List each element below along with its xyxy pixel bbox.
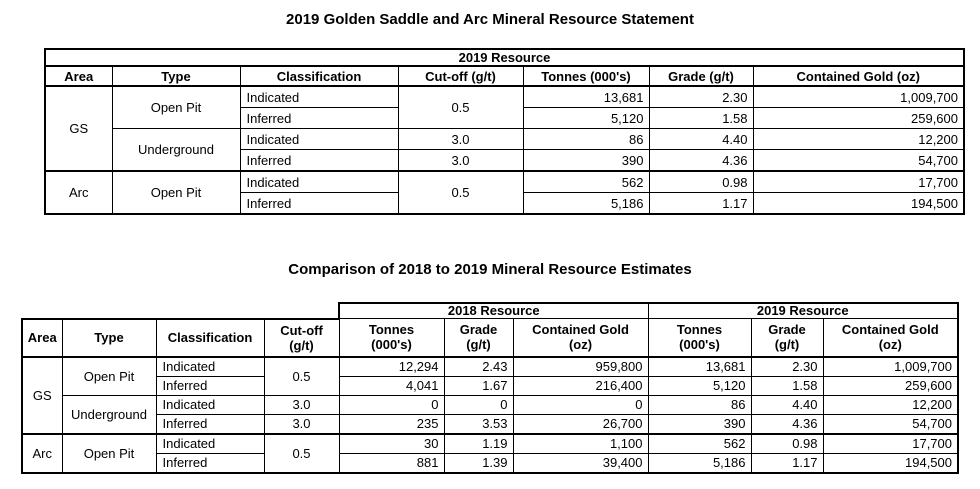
cell-grade: 0.98 [649, 171, 753, 193]
cell-type-open-pit: Open Pit [62, 434, 156, 473]
cell-grade-2018: 3.53 [444, 414, 513, 434]
table2-title: Comparison of 2018 to 2019 Mineral Resource Estimates [288, 261, 692, 278]
col-header-type: Type [112, 66, 240, 86]
table-row [22, 434, 958, 454]
cell-grade: 1.17 [649, 193, 753, 215]
cell-type-open-pit: Open Pit [112, 171, 240, 214]
cell-tonnes-2019: 390 [648, 414, 751, 434]
cell-tonnes: 86 [523, 129, 649, 150]
header-line: Contained Gold [532, 322, 629, 338]
table2-banner-row [22, 303, 958, 319]
cell-cutoff: 0.5 [264, 434, 339, 473]
cell-cutoff: 3.0 [398, 150, 523, 172]
banner-2019-resource: 2019 Resource [648, 303, 958, 319]
cell-contained-gold: 259,600 [753, 108, 964, 129]
col-header-grade-2019 [751, 319, 823, 357]
col-header-grade-2018 [444, 319, 513, 357]
cell-grade-2018: 2.43 [444, 357, 513, 377]
cell-contained-gold: 1,009,700 [753, 86, 964, 108]
header-line: (000's) [371, 337, 412, 353]
cell-tonnes-2019: 5,120 [648, 376, 751, 395]
cell-cutoff: 3.0 [264, 414, 339, 434]
header-line: Tonnes [676, 322, 723, 338]
table-row [22, 395, 958, 414]
header-line: (oz) [568, 337, 593, 353]
header-line: (oz) [878, 337, 902, 353]
col-header-classification: Classification [240, 66, 398, 86]
cell-grade: 4.36 [649, 150, 753, 172]
header-line: Grade [459, 322, 498, 338]
col-header-grade: Grade (g/t) [649, 66, 753, 86]
table2-header-row [22, 319, 958, 357]
cell-grade-2019: 2.30 [751, 357, 823, 377]
cell-classification: Indicated [156, 395, 264, 414]
cell-contained-gold-2018: 959,800 [513, 357, 648, 377]
cell-tonnes: 562 [523, 171, 649, 193]
cell-tonnes: 5,120 [523, 108, 649, 129]
cell-grade: 1.58 [649, 108, 753, 129]
cell-contained-gold-2019: 259,600 [823, 376, 958, 395]
cell-grade-2018: 1.39 [444, 453, 513, 473]
cell-tonnes-2018: 881 [339, 453, 444, 473]
table-row [45, 171, 964, 193]
table-row [45, 86, 964, 108]
cell-contained-gold-2019: 194,500 [823, 453, 958, 473]
cell-contained-gold-2019: 12,200 [823, 395, 958, 414]
cell-contained-gold-2019: 54,700 [823, 414, 958, 434]
cell-cutoff: 0.5 [264, 357, 339, 396]
cell-contained-gold-2019: 1,009,700 [823, 357, 958, 377]
cell-contained-gold-2018: 0 [513, 395, 648, 414]
table-row [22, 376, 958, 395]
col-header-contained-gold-2019 [823, 319, 958, 357]
header-line: (000's) [679, 337, 720, 353]
cell-grade-2019: 4.40 [751, 395, 823, 414]
cell-contained-gold-2018: 39,400 [513, 453, 648, 473]
cell-contained-gold-2018: 216,400 [513, 376, 648, 395]
header-spacer [22, 303, 339, 319]
cell-type-underground: Underground [112, 129, 240, 172]
cell-contained-gold-2019: 17,700 [823, 434, 958, 454]
cell-grade: 4.40 [649, 129, 753, 150]
table1-banner-row [45, 49, 964, 66]
cell-grade: 2.30 [649, 86, 753, 108]
cell-classification: Inferred [156, 453, 264, 473]
header-line: Tonnes [368, 322, 415, 338]
cell-type-open-pit: Open Pit [62, 357, 156, 396]
cell-classification: Indicated [240, 129, 398, 150]
cell-cutoff: 0.5 [398, 86, 523, 129]
col-header-tonnes-2019 [648, 319, 751, 357]
col-header-tonnes-2018 [339, 319, 444, 357]
cell-contained-gold: 54,700 [753, 150, 964, 172]
table-row [45, 129, 964, 150]
cell-area-gs: GS [45, 86, 112, 171]
cell-tonnes-2019: 562 [648, 434, 751, 454]
col-header-area: Area [22, 319, 62, 357]
col-header-contained-gold: Contained Gold (oz) [753, 66, 964, 86]
cell-cutoff: 3.0 [264, 395, 339, 414]
comparison-2018-2019-table [21, 302, 959, 474]
cell-tonnes: 390 [523, 150, 649, 172]
cell-grade-2019: 1.58 [751, 376, 823, 395]
cell-grade-2019: 1.17 [751, 453, 823, 473]
col-header-tonnes: Tonnes (000's) [523, 66, 649, 86]
cell-tonnes-2018: 0 [339, 395, 444, 414]
cell-grade-2019: 0.98 [751, 434, 823, 454]
col-header-cutoff: Cut-off (g/t) [398, 66, 523, 86]
cell-classification: Indicated [240, 171, 398, 193]
cell-classification: Inferred [240, 108, 398, 129]
cell-cutoff: 3.0 [398, 129, 523, 150]
header-line: (g/t) [289, 337, 314, 353]
cell-classification: Inferred [156, 376, 264, 395]
header-line: (g/t) [774, 337, 800, 353]
cell-grade-2019: 4.36 [751, 414, 823, 434]
cell-area-arc: Arc [22, 434, 62, 473]
cell-type-open-pit: Open Pit [112, 86, 240, 129]
cell-tonnes-2019: 13,681 [648, 357, 751, 377]
cell-classification: Inferred [240, 193, 398, 215]
cell-contained-gold: 17,700 [753, 171, 964, 193]
cell-classification: Inferred [156, 414, 264, 434]
cell-grade-2018: 1.67 [444, 376, 513, 395]
table-row [22, 357, 958, 377]
cell-contained-gold: 194,500 [753, 193, 964, 215]
table1-header-row [45, 66, 964, 86]
cell-classification: Inferred [240, 150, 398, 172]
header-line: (g/t) [466, 337, 491, 353]
cell-grade-2018: 1.19 [444, 434, 513, 454]
cell-tonnes-2019: 5,186 [648, 453, 751, 473]
header-line: Cut-off [280, 322, 323, 338]
header-line: Grade [768, 322, 806, 338]
cell-area-arc: Arc [45, 171, 112, 214]
cell-area-gs: GS [22, 357, 62, 434]
cell-tonnes-2018: 12,294 [339, 357, 444, 377]
col-header-type: Type [62, 319, 156, 357]
cell-tonnes-2018: 30 [339, 434, 444, 454]
banner-2018-resource: 2018 Resource [339, 303, 648, 319]
table-row [22, 414, 958, 434]
cell-contained-gold: 12,200 [753, 129, 964, 150]
col-header-contained-gold-2018 [513, 319, 648, 357]
col-header-area: Area [45, 66, 112, 86]
table-row [22, 453, 958, 473]
col-header-classification: Classification [156, 319, 264, 357]
cell-classification: Indicated [156, 434, 264, 454]
cell-contained-gold-2018: 1,100 [513, 434, 648, 454]
cell-cutoff: 0.5 [398, 171, 523, 214]
cell-tonnes: 13,681 [523, 86, 649, 108]
resource-statement-2019-table [44, 48, 965, 215]
header-line: Contained Gold [841, 322, 939, 338]
cell-grade-2018: 0 [444, 395, 513, 414]
cell-contained-gold-2018: 26,700 [513, 414, 648, 434]
cell-tonnes-2018: 235 [339, 414, 444, 434]
col-header-cutoff [264, 319, 339, 357]
cell-classification: Indicated [240, 86, 398, 108]
cell-tonnes-2019: 86 [648, 395, 751, 414]
cell-classification: Indicated [156, 357, 264, 377]
cell-tonnes-2018: 4,041 [339, 376, 444, 395]
table1-banner-2019-resource: 2019 Resource [45, 49, 964, 66]
cell-tonnes: 5,186 [523, 193, 649, 215]
table1-title: 2019 Golden Saddle and Arc Mineral Resource Statement [286, 11, 694, 28]
cell-type-underground: Underground [62, 395, 156, 434]
